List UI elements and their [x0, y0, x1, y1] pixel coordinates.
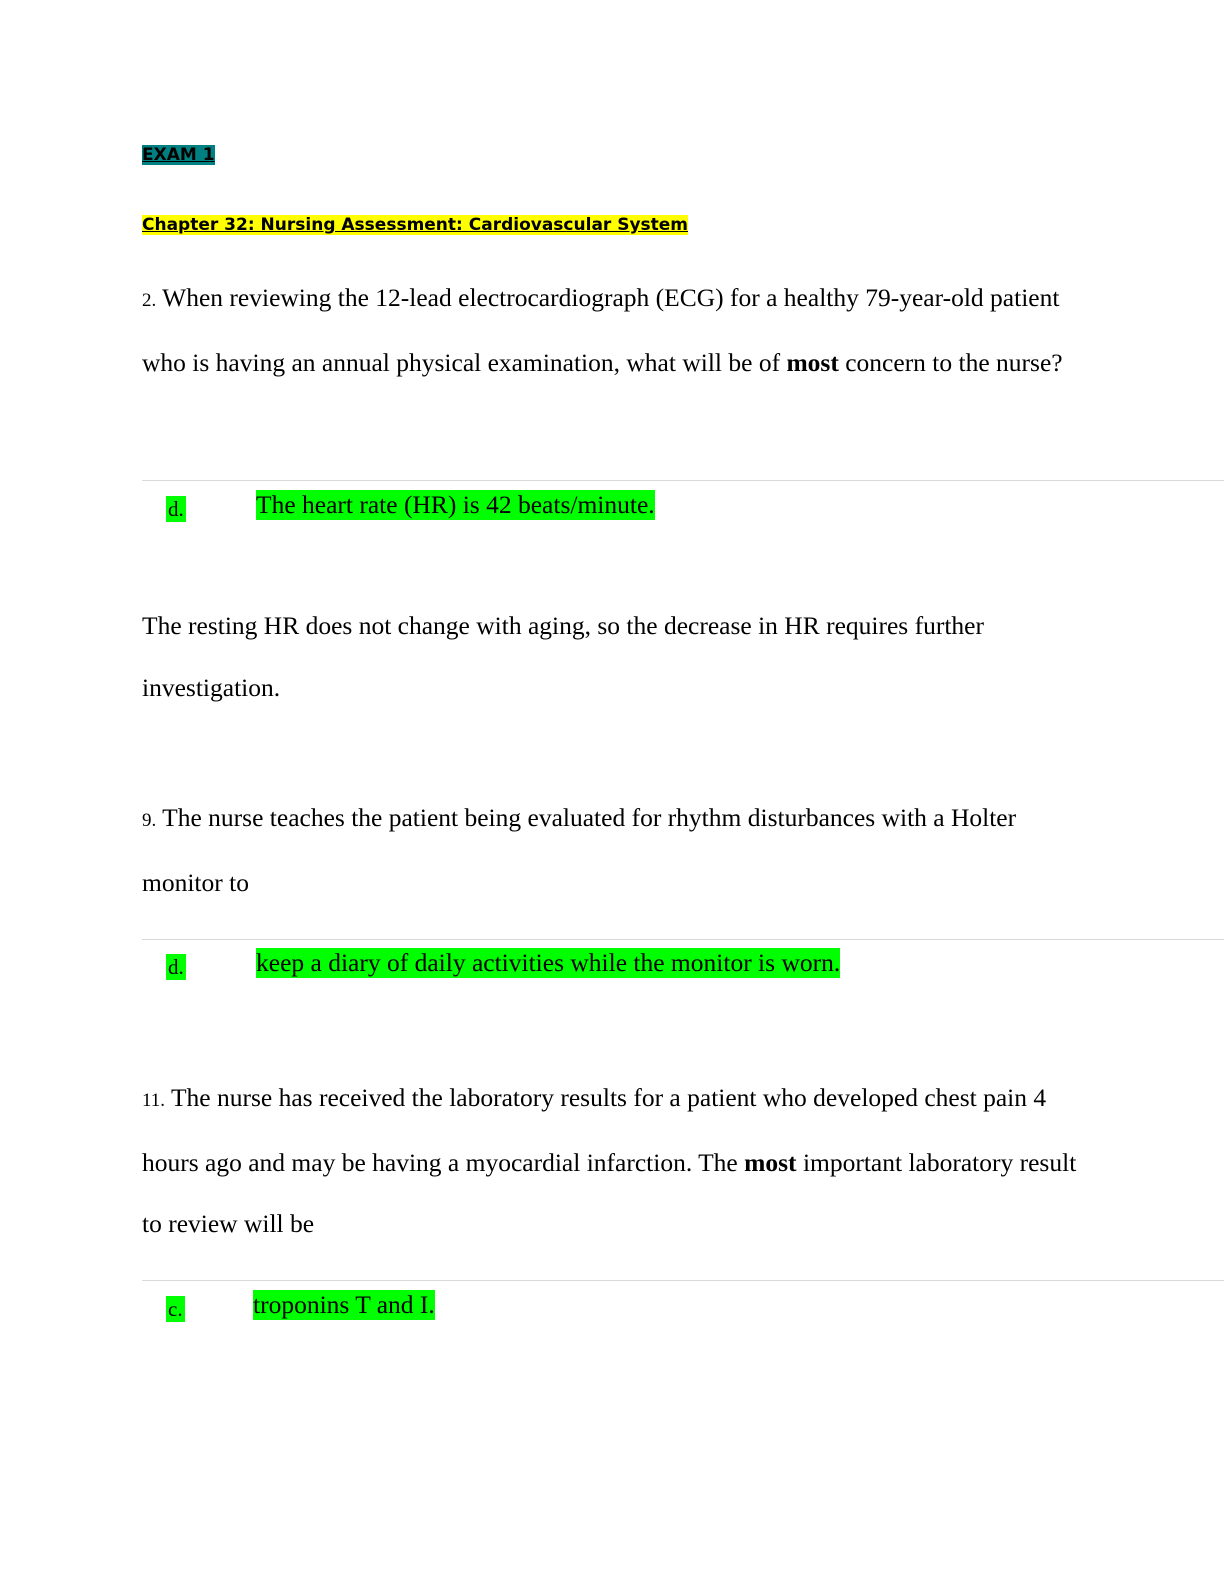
- question-text: The nurse teaches the patient being evaluated for rhythm disturbances with a Holter monitor to: [142, 803, 1017, 897]
- answer-text: keep a diary of daily activities while the monitor is worn.: [256, 948, 841, 977]
- question-text: The nurse has received the laboratory results for a patient who developed chest pain 4 hours ago and may be having a myocardial infarction. The: [142, 1083, 1047, 1177]
- answer-letter: c.: [168, 1297, 183, 1321]
- answer-text: troponins T and I.: [253, 1290, 435, 1319]
- answer-letter: d.: [168, 955, 184, 979]
- question-number: 9.: [142, 810, 157, 831]
- divider: [142, 480, 1224, 481]
- question-text: When reviewing the 12-lead electrocardiograph (ECG) for a healthy 79-year-old patient who is having an annual physical examination, what will be of: [142, 283, 1060, 377]
- exam-title-text: EXAM 1: [142, 145, 215, 165]
- exam-title: [142, 143, 215, 167]
- question-text-end: concern to the nurse?: [838, 347, 1063, 377]
- divider: [142, 939, 1224, 940]
- chapter-title-text: Chapter 32: Nursing Assessment: Cardiovascular System: [142, 215, 689, 235]
- rationale: The resting HR does not change with aging, so the decrease in HR requires further investigation.: [142, 611, 984, 702]
- question-2: [142, 267, 1102, 393]
- question-number: 2.: [142, 290, 157, 311]
- question-text-end: important laboratory result to review will be: [142, 1147, 1077, 1238]
- question-emphasis: most: [786, 347, 839, 377]
- chapter-title: [142, 213, 688, 237]
- answer-letter: d.: [168, 497, 184, 521]
- answer-text: The heart rate (HR) is 42 beats/minute.: [256, 490, 655, 519]
- divider: [142, 1280, 1224, 1281]
- question-9: [142, 787, 1102, 913]
- question-emphasis: most: [744, 1147, 797, 1177]
- question-number: 11.: [142, 1090, 166, 1111]
- question-11: [142, 1067, 1102, 1255]
